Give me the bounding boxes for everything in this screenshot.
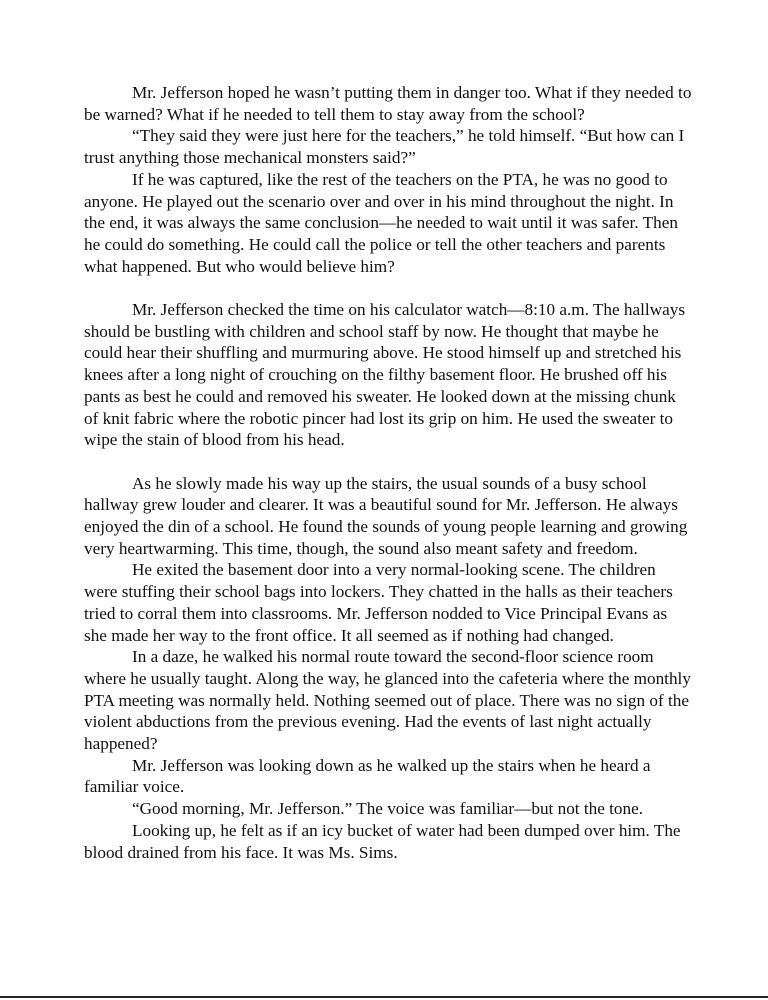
document-page [84, 82, 692, 863]
page-bottom-border [0, 996, 768, 998]
paragraph: Mr. Jefferson was looking down as he walked up the stairs when he heard a familiar voice. [84, 755, 651, 797]
paragraph: If he was captured, like the rest of the teachers on the PTA, he was no good to anyone. He played out the scenario over and over in his mind throughout the night. In the end, it was always the same conclusion—he needed to wait until it was safer. Then he could do something. He could call the police or tell the other teachers and parents what happened. But who would believe him? [84, 169, 678, 276]
paragraph: He exited the basement door into a very normal-looking scene. The children were stuffing their school bags into lockers. They chatted in the halls as their teachers tried to corral them into classrooms. Mr. Jefferson nodded to Vice Principal Evans as she made her way to the front office. It all seemed as if nothing had changed. [84, 560, 673, 645]
paragraph: “They said they were just here for the teachers,” he told himself. “But how can I trust anything those mechanical monsters said?” [84, 126, 685, 168]
paragraph: “Good morning, Mr. Jefferson.” The voice was familiar—but not the tone. [132, 799, 644, 819]
paragraph: Looking up, he felt as if an icy bucket of water had been dumped over him. The blood drained from his face. It was Ms. Sims. [84, 820, 681, 862]
paragraph: Mr. Jefferson hoped he wasn’t putting them in danger too. What if they needed to be warned? What if he needed to tell them to stay away from the school? [84, 83, 692, 124]
paragraph: As he slowly made his way up the stairs, the usual sounds of a busy school hallway grew louder and clearer. It was a beautiful sound for Mr. Jefferson. He always enjoyed the din of a school. He found the sounds of young people learning and growing very heartwarming. This time, though, the sound also meant safety and freedom. [84, 473, 688, 558]
paragraph: In a daze, he walked his normal route toward the second-floor science room where he usually taught. Along the way, he glanced into the cafeteria where the monthly PTA meeting was normally held. Nothing seemed out of place. There was no sign of the violent abductions from the previous evening. Had the events of last night actually happened? [84, 647, 691, 754]
paragraph: Mr. Jefferson checked the time on his calculator watch—8:10 a.m. The hallways should be bustling with children and school staff by now. He thought that maybe he could hear their shuffling and murmuring above. He stood himself up and stretched his knees after a long night of crouching on the filthy basement floor. He brushed off his pants as best he could and removed his sweater. He looked down at the missing chunk of knit fabric where the robotic pincer had lost its grip on him. He used the sweater to wipe the stain of blood from his head. [84, 300, 686, 450]
